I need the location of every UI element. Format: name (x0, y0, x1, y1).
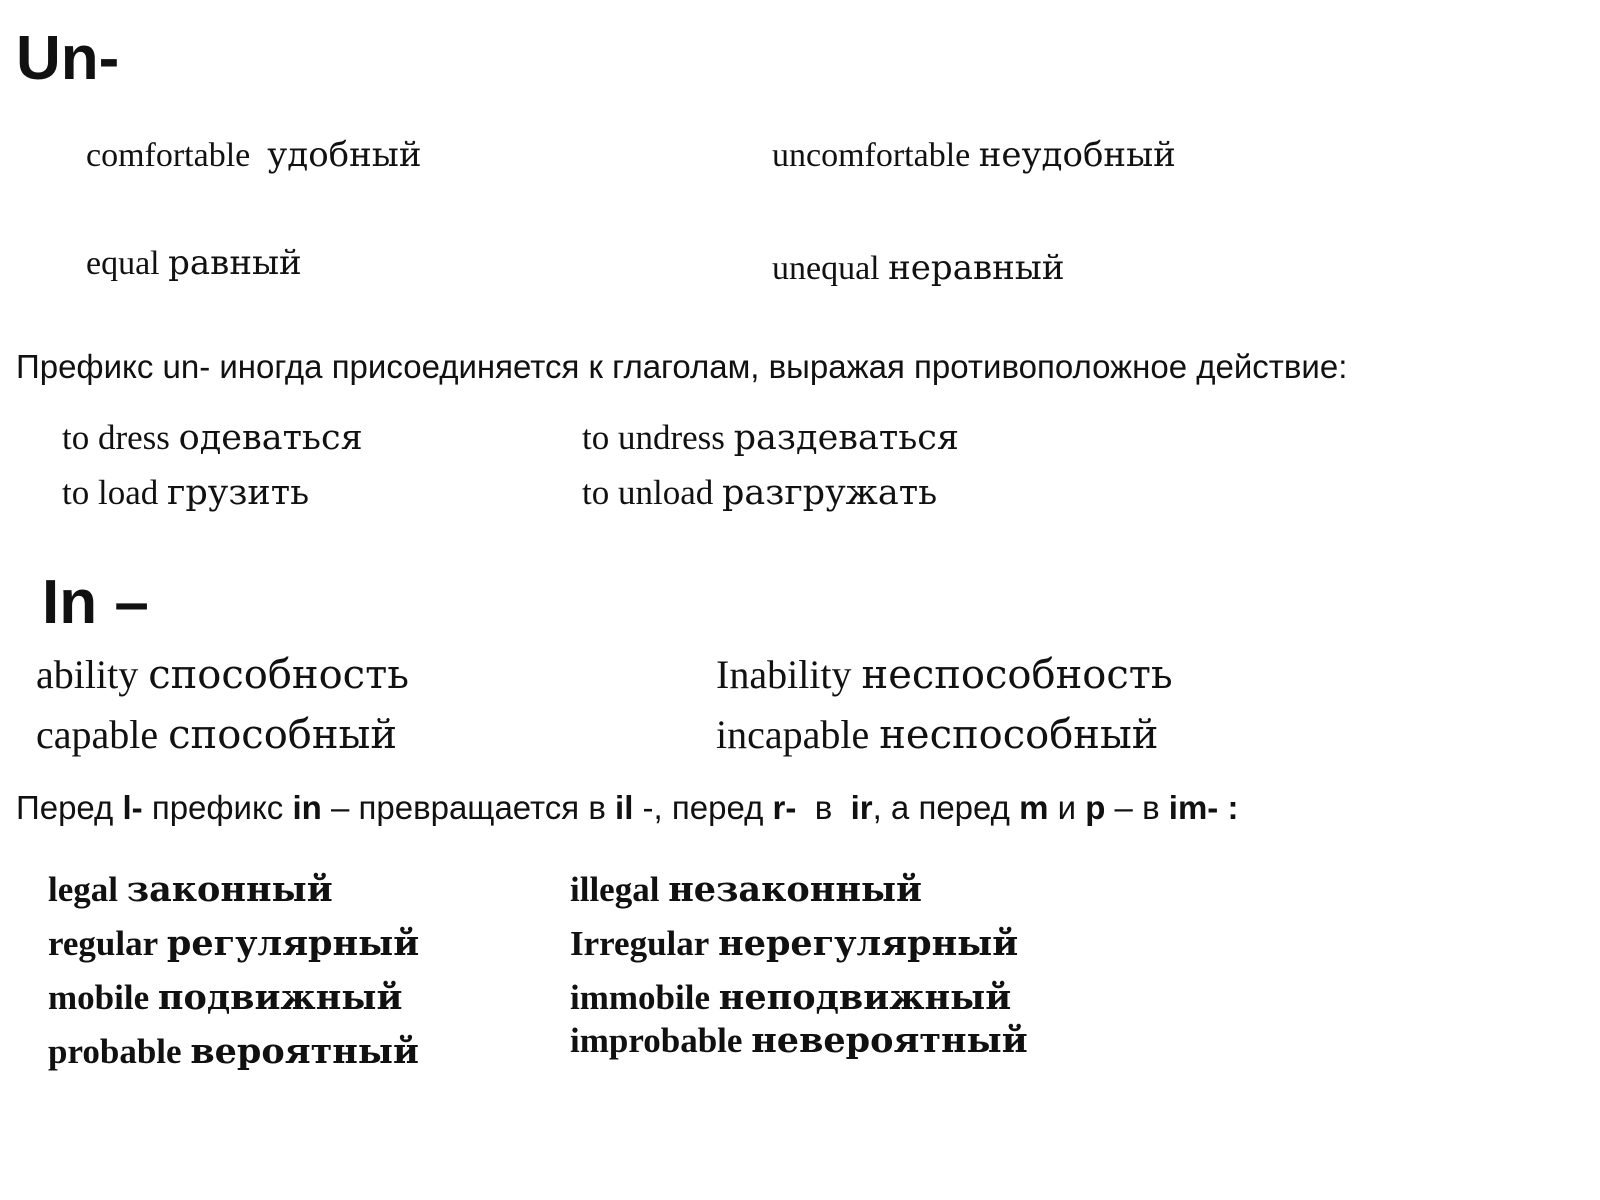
un-base-entry-2 (86, 243, 302, 283)
in-prefixed-entry-1 (716, 652, 1173, 698)
base-translation: одеваться (178, 418, 363, 458)
prefixed-word: Inability (716, 652, 852, 697)
prefixed-translation: неспособный (879, 712, 1159, 758)
prefixed-word: unequal (772, 250, 880, 287)
base-translation: вероятный (190, 1031, 419, 1072)
verb-prefixed-entry-1 (582, 420, 959, 456)
prefixed-translation: разгружать (721, 473, 938, 513)
base-translation: подвижный (157, 977, 403, 1018)
rule-letter-p: p (1085, 789, 1106, 826)
un-heading: Un- (16, 24, 120, 93)
un-verb-note: Префикс un- иногда присоединяется к глаголам, выражая противоположное действие: (16, 348, 1348, 385)
rule-text: – превращается в (321, 789, 616, 826)
un-prefixed-entry-2 (772, 248, 1065, 288)
rule-prefix-im: im- : (1168, 789, 1239, 826)
bold-prefixed-entry-4 (570, 1020, 1028, 1061)
prefixed-word: Irregular (570, 924, 710, 963)
rule-text: , а перед (872, 789, 1020, 826)
bold-base-entry-3 (48, 977, 403, 1018)
bold-prefixed-entry-3 (570, 977, 1012, 1018)
base-translation: способный (168, 712, 398, 758)
rule-text: Перед (16, 789, 123, 826)
prefixed-translation: нерегулярный (718, 923, 1019, 964)
rule-prefix-il: il (615, 789, 634, 826)
base-word: probable (48, 1032, 182, 1071)
prefixed-word: illegal (570, 870, 660, 909)
in-base-entry-1 (36, 652, 409, 698)
rule-text: – в (1105, 789, 1169, 826)
base-word: mobile (48, 978, 150, 1017)
rule-text: в (796, 789, 851, 826)
bold-prefixed-entry-1 (570, 869, 922, 910)
prefixed-word: improbable (570, 1021, 743, 1060)
prefixed-translation: неравный (888, 248, 1065, 288)
verb-prefixed-entry-2 (582, 475, 937, 511)
un-base-entry-1 (86, 135, 422, 175)
in-base-entry-2 (36, 712, 398, 758)
prefixed-word: immobile (570, 978, 710, 1017)
bold-base-entry-1 (48, 869, 333, 910)
prefixed-translation: раздеваться (733, 418, 959, 458)
base-word: to load (62, 473, 159, 512)
base-word: legal (48, 870, 118, 909)
prefixed-translation: неспособность (861, 652, 1173, 698)
verb-base-entry-2 (62, 475, 309, 511)
rule-text: и (1048, 789, 1086, 826)
verb-base-entry-1 (62, 420, 363, 456)
prefixed-word: to unload (582, 473, 714, 512)
base-word: regular (48, 924, 159, 963)
rule-text: префикс (142, 789, 293, 826)
base-word: to dress (62, 418, 170, 457)
rule-letter-m: m (1019, 789, 1049, 826)
prefixed-translation: незаконный (668, 869, 922, 910)
base-word: capable (36, 712, 159, 757)
base-translation: способность (148, 652, 409, 698)
base-translation: грузить (166, 473, 310, 513)
rule-prefix-r: r- (772, 789, 797, 826)
rule-prefix-ir: ir (850, 789, 873, 826)
prefixed-translation: неудобный (978, 135, 1176, 175)
base-translation: законный (126, 869, 333, 910)
bold-prefixed-entry-2 (570, 923, 1019, 964)
base-translation: равный (168, 243, 302, 283)
base-word: ability (36, 652, 139, 697)
base-word: equal (86, 245, 160, 282)
prefixed-translation: неподвижный (718, 977, 1012, 1018)
in-heading: In – (42, 568, 149, 637)
in-assimilation-rule (16, 791, 1238, 824)
bold-base-entry-4 (48, 1031, 419, 1072)
base-translation: регулярный (166, 923, 420, 964)
base-word: comfortable (86, 137, 251, 174)
in-prefixed-entry-2 (716, 712, 1159, 758)
prefixed-word: uncomfortable (772, 137, 971, 174)
rule-prefix-l: l- (122, 789, 143, 826)
rule-text: -, перед (633, 789, 773, 826)
prefixed-word: incapable (716, 712, 870, 757)
bold-base-entry-2 (48, 923, 420, 964)
base-translation: удобный (267, 135, 422, 175)
prefixed-word: to undress (582, 418, 725, 457)
prefixed-translation: невероятный (751, 1020, 1028, 1061)
un-prefixed-entry-1 (772, 135, 1176, 175)
rule-prefix-in: in (292, 789, 322, 826)
